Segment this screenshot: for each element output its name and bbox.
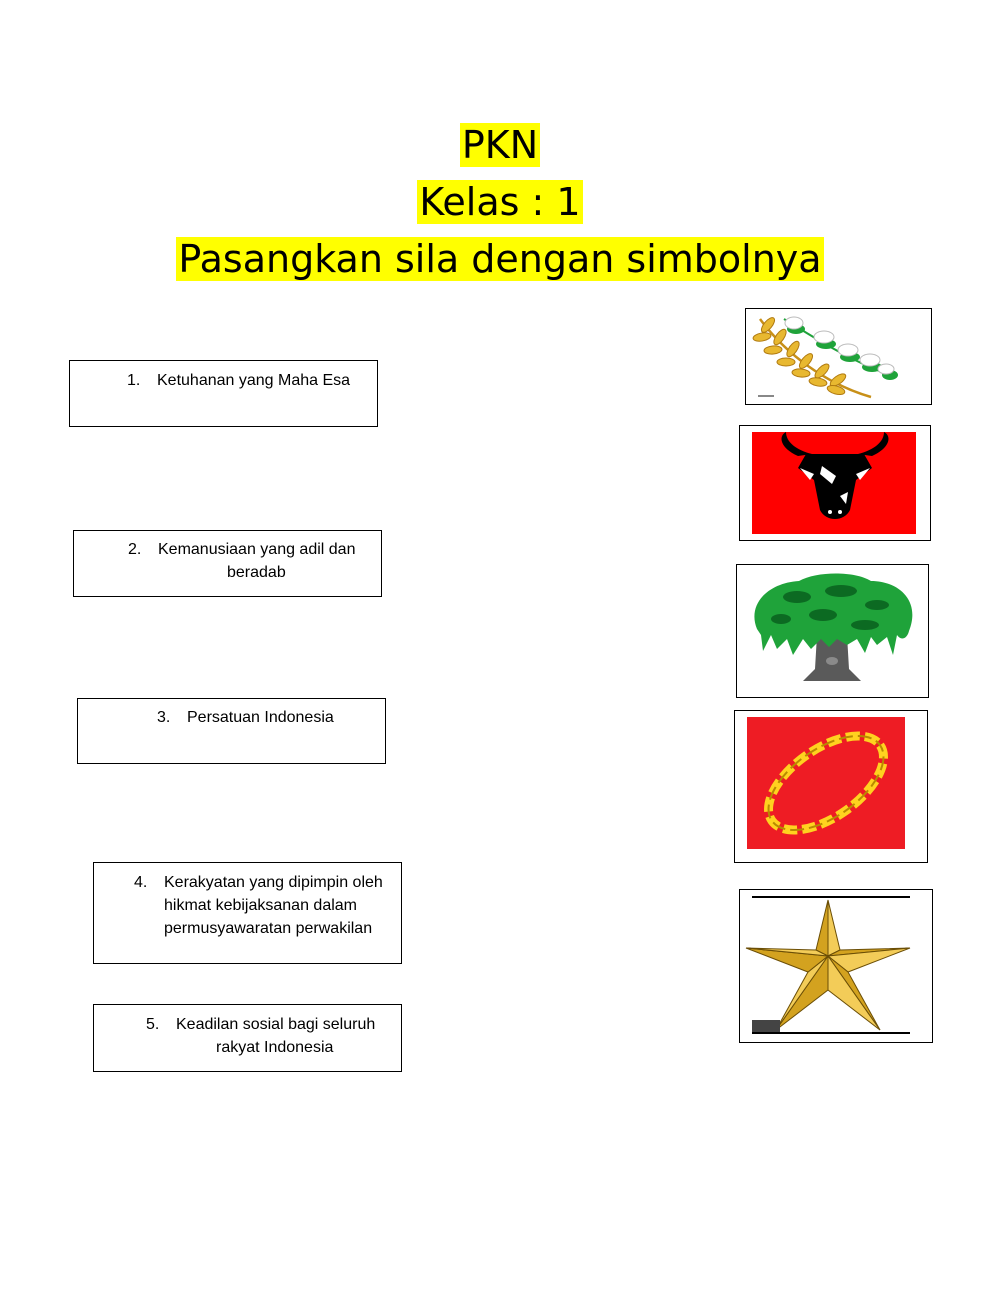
- sila-text: hikmat kebijaksanan dalam: [164, 897, 357, 914]
- sila-text: beradab: [227, 564, 286, 581]
- sila-number: 5.: [146, 1016, 160, 1033]
- sila-text: Kemanusiaan yang adil dan: [158, 541, 356, 558]
- sila-number: 1.: [127, 372, 141, 389]
- bintang-icon: [740, 890, 932, 1042]
- padi-kapas-icon: [746, 309, 931, 404]
- sila-number: 2.: [128, 541, 142, 558]
- sila-box-1[interactable]: [69, 360, 378, 427]
- symbol-card-kepala-banteng[interactable]: [739, 425, 931, 541]
- rantai-icon: [735, 711, 927, 862]
- sila-text: permusyawaratan perwakilan: [164, 920, 373, 937]
- kepala-banteng-icon: [740, 426, 930, 540]
- sila-box-5[interactable]: [93, 1004, 402, 1072]
- sila-text: Kerakyatan yang dipimpin oleh: [164, 874, 383, 891]
- sila-text: Ketuhanan yang Maha Esa: [157, 372, 351, 389]
- symbol-card-pohon-beringin[interactable]: [736, 564, 929, 698]
- sila-text: Keadilan sosial bagi seluruh: [176, 1016, 376, 1033]
- sila-box-2[interactable]: [73, 530, 382, 597]
- sila-number: 3.: [157, 709, 171, 726]
- sila-box-4[interactable]: [93, 862, 402, 964]
- page-title: PKN: [461, 123, 539, 167]
- sila-number: 4.: [134, 874, 148, 891]
- sila-text: Persatuan Indonesia: [187, 709, 334, 726]
- symbol-card-rantai[interactable]: [734, 710, 928, 863]
- pohon-beringin-icon: [737, 565, 928, 697]
- sila-text: rakyat Indonesia: [216, 1039, 334, 1056]
- sila-box-3[interactable]: [77, 698, 386, 764]
- instruction-text: Pasangkan sila dengan simbolnya: [178, 237, 822, 281]
- symbol-card-bintang[interactable]: [739, 889, 933, 1043]
- symbol-card-padi-kapas[interactable]: [745, 308, 932, 405]
- grade-label: Kelas : 1: [419, 180, 581, 224]
